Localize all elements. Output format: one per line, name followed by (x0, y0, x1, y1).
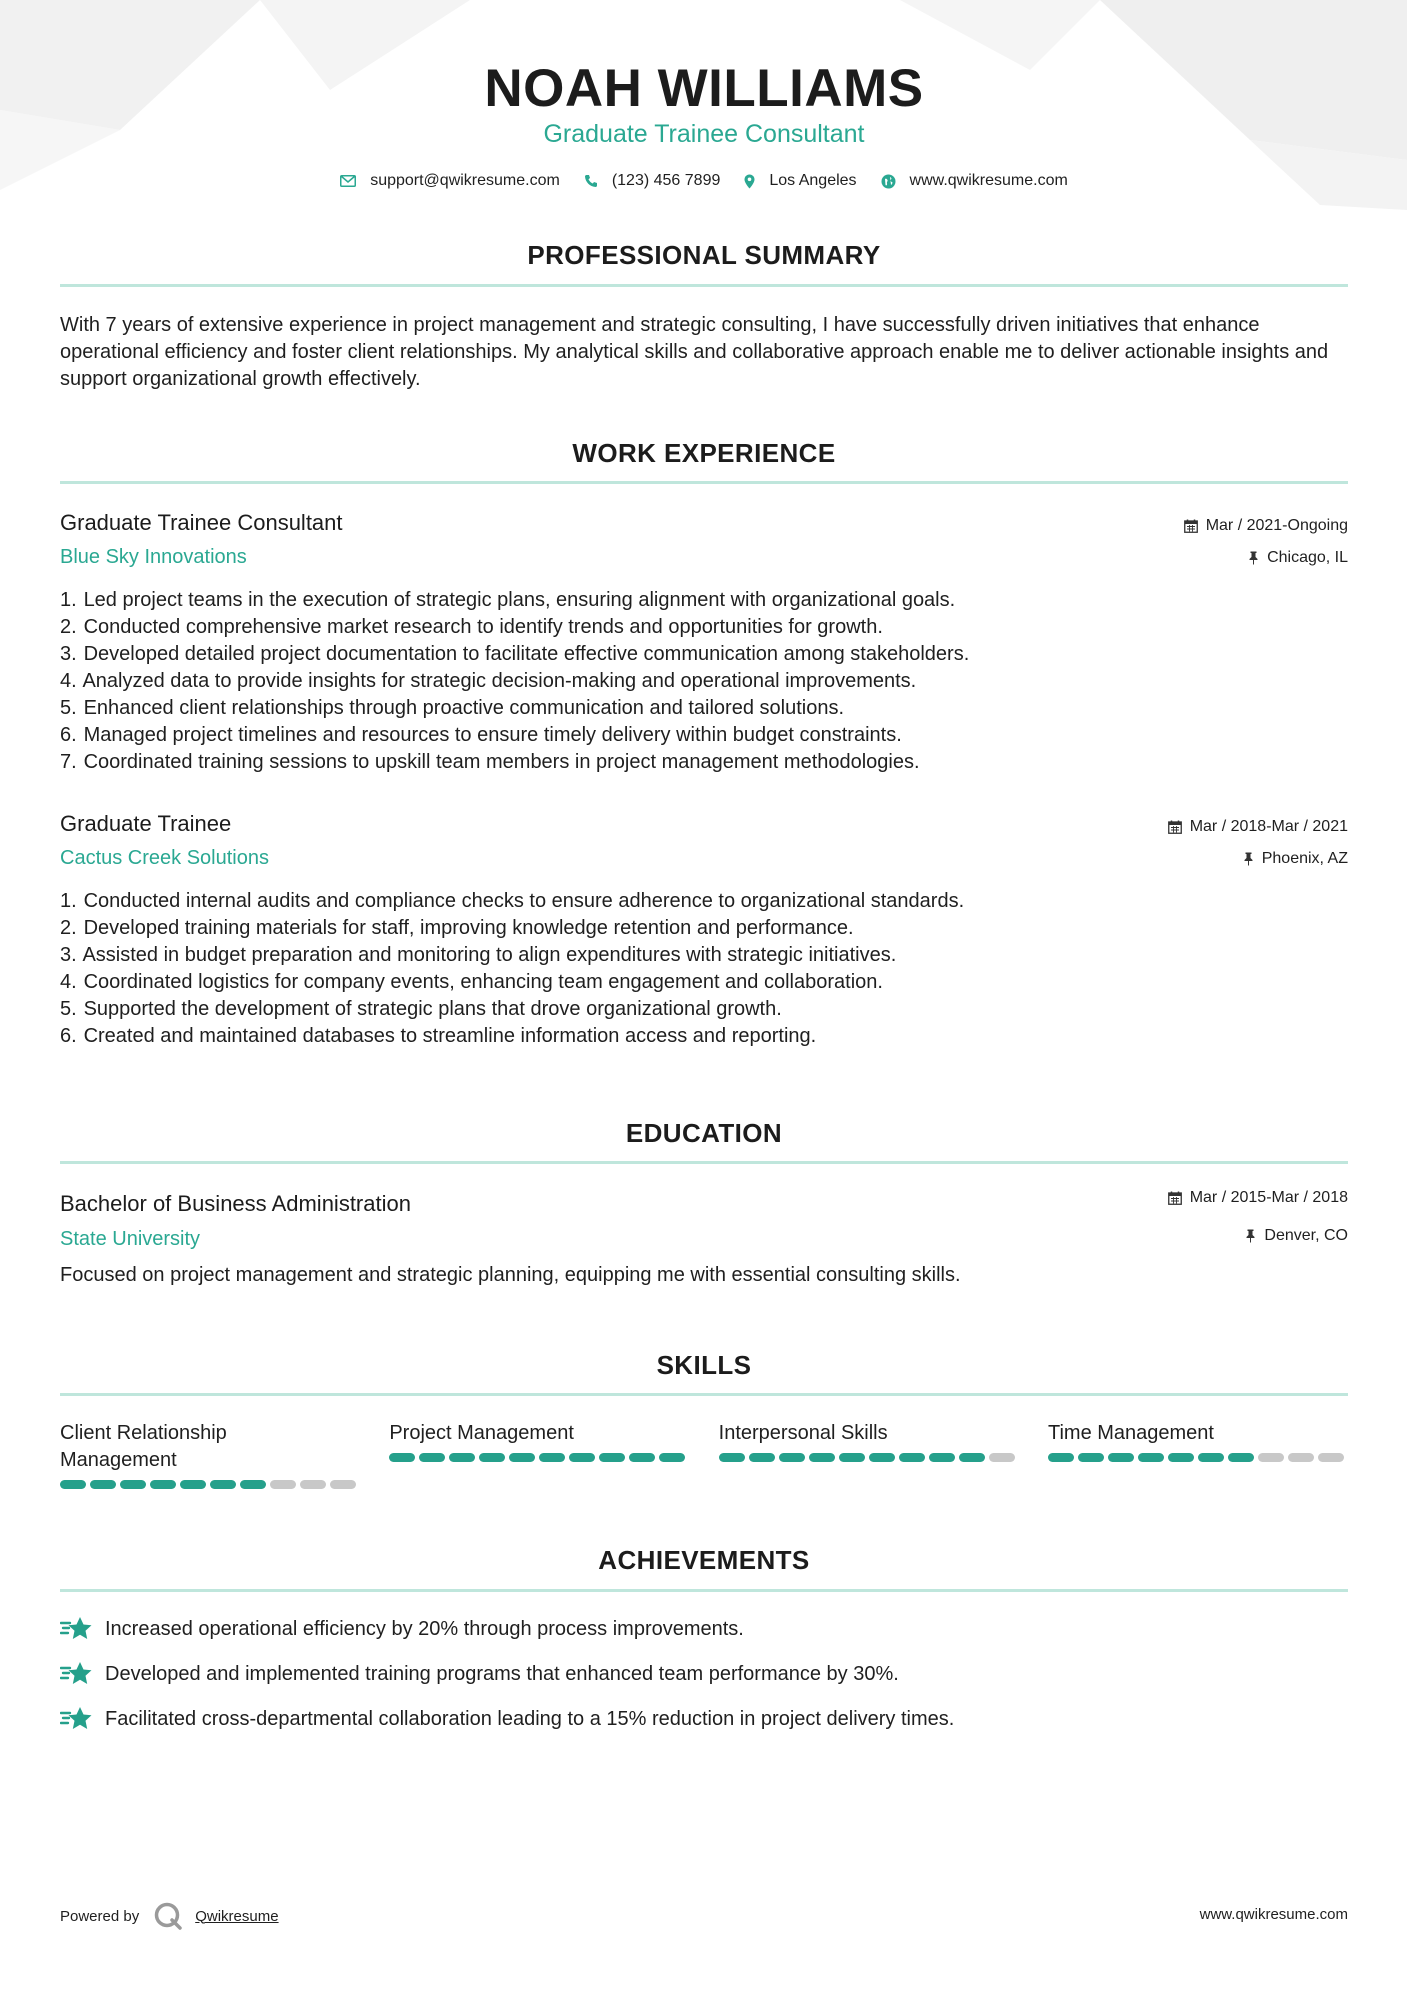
education-location (1245, 1227, 1348, 1245)
education-dates-text: Mar / 2015-Mar / 2018 (1189, 1189, 1348, 1206)
skill-level-bar (60, 1480, 360, 1489)
skill-level-segment-filled (240, 1480, 266, 1489)
job-company: Blue Sky Innovations (60, 546, 247, 568)
skill-level-segment-filled (150, 1480, 176, 1489)
skill-name: Time Management (1047, 1422, 1214, 1444)
list-item: 5. Enhanced client relationships through proactive communication and tailored solutions. (60, 697, 845, 719)
list-item: 4. Analyzed data to provide insights for strategic decision-making and operational improvements. (60, 670, 917, 692)
globe-icon (881, 174, 896, 189)
contact-email[interactable] (340, 172, 560, 190)
skill-level-segment-filled (1078, 1453, 1104, 1462)
skill-level-segment-filled (959, 1453, 985, 1462)
calendar-icon (1168, 820, 1182, 834)
skill-level-segment-filled (90, 1480, 116, 1489)
skill-level-segment-filled (839, 1453, 865, 1462)
contact-location (744, 172, 856, 190)
pushpin-icon (1245, 1229, 1256, 1243)
list-item: 7. Coordinated training sessions to upskill team members in project management methodologies. (60, 751, 920, 773)
skill-level-segment-filled (899, 1453, 925, 1462)
education-school: State University (60, 1228, 201, 1250)
list-item: 4. Coordinated logistics for company events, enhancing team engagement and collaboration. (60, 971, 883, 993)
powered-by-label: Powered by (60, 1907, 140, 1925)
achievement-item (60, 1661, 899, 1687)
job-dates (1184, 517, 1348, 535)
contact-email-text: support@qwikresume.com (370, 172, 560, 189)
list-item: 2. Conducted comprehensive market research to identify trends and opportunities for growth. (60, 616, 883, 638)
education-dates (1168, 1189, 1348, 1207)
list-item: 2. Developed training materials for staff, improving knowledge retention and performance. (60, 917, 854, 939)
skill-level-segment-filled (180, 1480, 206, 1489)
list-item: 1. Conducted internal audits and compliance checks to ensure adherence to organizational standards. (60, 890, 965, 912)
education-divider (60, 1161, 1348, 1164)
skills-heading: SKILLS (656, 1350, 752, 1380)
list-item: 3. Developed detailed project documentation to facilitate effective communication among stakeholders. (60, 643, 970, 665)
skill-level-segment-empty (1258, 1453, 1284, 1462)
achievement-text: Increased operational efficiency by 20% through process improvements. (105, 1617, 744, 1640)
skill-level-segment-filled (210, 1480, 236, 1489)
achievement-text: Facilitated cross-departmental collaboration leading to a 15% reduction in project delivery times. (105, 1707, 955, 1730)
list-item: 3. Assisted in budget preparation and monitoring to align expenditures with strategic initiatives. (60, 944, 897, 966)
skill-level-segment-filled (779, 1453, 805, 1462)
experience-heading: WORK EXPERIENCE (572, 438, 836, 468)
qwikresume-link[interactable]: Qwikresume (195, 1907, 279, 1925)
contact-phone-text: (123) 456 7899 (611, 172, 721, 189)
skill-name: Client Relationship Management (60, 1422, 227, 1471)
list-item: 6. Managed project timelines and resources to ensure timely delivery within budget constraints. (60, 724, 902, 746)
skill-level-segment-filled (1198, 1453, 1224, 1462)
skill-level-segment-filled (479, 1453, 505, 1462)
skill-level-segment-filled (509, 1453, 535, 1462)
job-location-text: Chicago, IL (1267, 549, 1348, 566)
skill-level-segment-filled (1048, 1453, 1074, 1462)
education-heading: EDUCATION (625, 1118, 783, 1148)
skill-level-segment-filled (659, 1453, 685, 1462)
job-company: Cactus Creek Solutions (60, 847, 269, 869)
pushpin-icon (1248, 551, 1259, 565)
skill-level-segment-filled (749, 1453, 775, 1462)
skill-level-segment-empty (1318, 1453, 1344, 1462)
summary-text: With 7 years of extensive experience in project management and strategic consulting, I have successfully driven initiatives that enhance operational efficiency and foster client relationships. My analytical skills and collaborative approach enable me to deliver actionable insights and support organizational growth effectively. (60, 314, 1329, 390)
calendar-icon (1184, 519, 1198, 533)
footer-website[interactable]: www.qwikresume.com (1199, 1906, 1348, 1923)
skill-level-segment-filled (569, 1453, 595, 1462)
skill-name: Project Management (389, 1422, 574, 1444)
education-description: Focused on project management and strategic planning, equipping me with essential consulting skills. (60, 1264, 961, 1286)
skill-name: Interpersonal Skills (718, 1422, 888, 1444)
achievements-heading: ACHIEVEMENTS (598, 1545, 810, 1575)
achievement-item (60, 1616, 744, 1642)
job-dates-text: Mar / 2021-Ongoing (1205, 517, 1348, 534)
candidate-title: Graduate Trainee Consultant (543, 120, 865, 148)
skill-level-segment-filled (929, 1453, 955, 1462)
skill-level-bar (719, 1453, 1019, 1462)
phone-icon (584, 174, 598, 188)
skill-level-segment-filled (120, 1480, 146, 1489)
job-location (1243, 850, 1348, 868)
job-bullets (60, 888, 1348, 1050)
skill-level-segment-filled (389, 1453, 415, 1462)
skill-level-segment-filled (599, 1453, 625, 1462)
skill-level-segment-filled (809, 1453, 835, 1462)
list-item: 1. Led project teams in the execution of strategic plans, ensuring alignment with organizational goals. (60, 589, 956, 611)
candidate-name: NOAH WILLIAMS (484, 59, 924, 118)
skills-grid (60, 1420, 1348, 1489)
job-bullets (60, 587, 1348, 776)
skill-level-segment-empty (1288, 1453, 1314, 1462)
skill-level-segment-empty (270, 1480, 296, 1489)
job-location (1248, 549, 1348, 567)
list-item: 6. Created and maintained databases to streamline information access and reporting. (60, 1025, 817, 1047)
job-location-text: Phoenix, AZ (1261, 850, 1348, 867)
achievement-text: Developed and implemented training programs that enhanced team performance by 30%. (105, 1662, 899, 1685)
skill-level-segment-filled (419, 1453, 445, 1462)
star-icon (60, 1661, 93, 1687)
skills-divider (60, 1393, 1348, 1396)
list-item: 5. Supported the development of strategic plans that drove organizational growth. (60, 998, 782, 1020)
contact-location-text: Los Angeles (769, 172, 857, 189)
skill-level-segment-filled (1108, 1453, 1134, 1462)
summary-divider (60, 284, 1348, 287)
skill-level-segment-filled (1228, 1453, 1254, 1462)
footer-powered-by (60, 1901, 279, 1931)
education-location-text: Denver, CO (1264, 1227, 1348, 1244)
job-dates-text: Mar / 2018-Mar / 2021 (1189, 818, 1348, 835)
experience-divider (60, 481, 1348, 484)
star-icon (60, 1616, 93, 1642)
skill-level-segment-empty (300, 1480, 326, 1489)
skill-level-segment-empty (989, 1453, 1015, 1462)
skill-level-segment-filled (1168, 1453, 1194, 1462)
achievement-item (60, 1706, 954, 1732)
map-pin-icon (744, 174, 755, 189)
summary-heading: PROFESSIONAL SUMMARY (527, 240, 881, 270)
job-title: Graduate Trainee Consultant (60, 510, 343, 535)
skill-level-bar (389, 1453, 689, 1462)
skill-level-segment-filled (1138, 1453, 1164, 1462)
calendar-icon (1168, 1191, 1182, 1205)
job-title: Graduate Trainee (60, 811, 232, 836)
pushpin-icon (1243, 852, 1254, 866)
education-degree: Bachelor of Business Administration (60, 1191, 411, 1216)
skill-level-bar (1048, 1453, 1348, 1462)
achievements-divider (60, 1589, 1348, 1592)
skill-level-segment-filled (539, 1453, 565, 1462)
contact-website-text: www.qwikresume.com (909, 172, 1068, 189)
star-icon (60, 1706, 93, 1732)
job-dates (1168, 818, 1348, 836)
envelope-icon (340, 175, 356, 187)
skill-item (1048, 1420, 1348, 1489)
qwikresume-logo-icon (153, 1901, 183, 1931)
contact-website[interactable] (881, 172, 1068, 190)
skill-item (719, 1420, 1019, 1489)
skill-level-segment-filled (629, 1453, 655, 1462)
skill-level-segment-filled (449, 1453, 475, 1462)
contact-phone[interactable] (584, 172, 721, 190)
contact-bar (60, 172, 1348, 190)
skill-level-segment-filled (869, 1453, 895, 1462)
skill-level-segment-empty (330, 1480, 356, 1489)
skill-level-segment-filled (60, 1480, 86, 1489)
skill-item (60, 1420, 360, 1489)
skill-level-segment-filled (719, 1453, 745, 1462)
skill-item (389, 1420, 689, 1489)
